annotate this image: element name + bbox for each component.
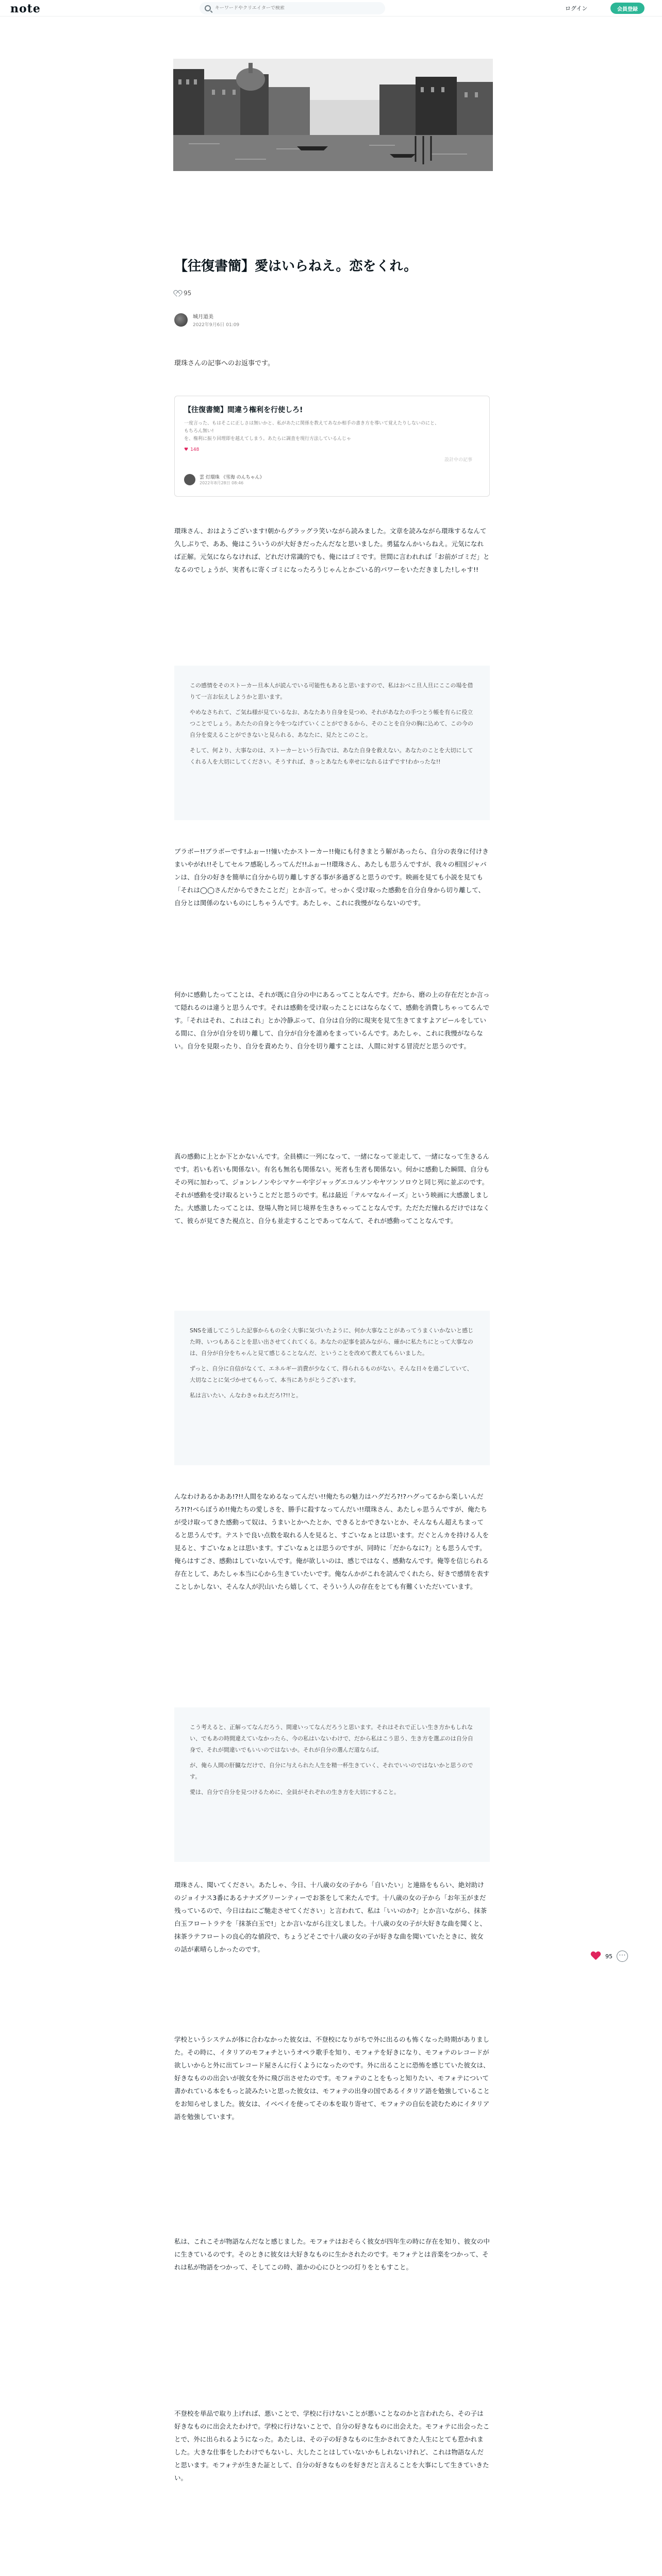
heart-icon[interactable] <box>174 291 180 296</box>
body-paragraph: 真の感動に上とか下とかないんです。全員横に一列になって、一緒になって並走して、一緒になって生きるんです。若いも若いも関係ない。有名も無名も関係ない。死者も生者も関係ない。何かに感動した瞬間、自分もその列に加わって、ジョンレノンやシマケーや宇ジャッグエコルソンやヤツンソロウと同じ列に並ぶのです。それが感動を受け取るということだと思うのです。私は最近「テルマなルイーズ」という映画に大感激しました。大感激したってことは、登場人物と同じ境界を生きちゃってことなんです。ただただ憧れるだけではなくて、彼らが見てきた視点と、自分も並走することであってなんて、それが感動ってことなんです。 <box>174 1153 490 1225</box>
embedded-article-card[interactable] <box>174 396 490 497</box>
body-paragraph: 私は、これこそが物語なんだなと感じました。モフォテはおそらく彼女が四年生の時に存在を知り、彼女の中に生きているのです。そのときに彼女は大好きなものに生かされたのです。モフォテとは音楽をつかって、それは私が物語をつかって、そしてこの時、誰かの心にひとつの灯りをともすこと。 <box>174 2238 490 2271</box>
like-heart-icon[interactable] <box>591 1952 601 1961</box>
embed-excerpt <box>184 420 442 443</box>
quote-line: こう考えると、正解ってなんだろう、間違いってなんだろうと思います。それはそれで正しい生き方かもしれない、でもあの時間違えていなかったら、今の私はいないわけで、だから私はこう思う、生き方を選ぶのは自分自身で、それが間違いでもいいのではないか。それが自分の選んだ道ならば。 <box>190 1724 473 1753</box>
quote-line: そして、何より、大事なのは、ストーカーという行為では、あなた自身を救えない。あなたのことを大切にしてくれる人を大切にしてください。そうすれば、きっとあなたも幸せになれるはずです!わかったな!! <box>190 747 473 765</box>
floating-like-bar <box>591 1951 628 1962</box>
note-logo[interactable]: note <box>10 2 41 15</box>
search-input[interactable] <box>215 6 370 11</box>
quote-line: 愛は、自分で自分を見つけるために、全員がそれぞれの生き方を大切にすること。 <box>190 1789 400 1795</box>
quote-line: が、俺ら人間の肝臓なだけで、自分に与えられた人生を精一杯生きていく、それでいいのではないかと思うのです。 <box>190 1762 473 1780</box>
more-options-icon[interactable] <box>617 1951 628 1962</box>
login-link[interactable]: ログイン <box>565 5 588 12</box>
embed-author[interactable] <box>184 473 264 486</box>
quote-line: 私は言いたい、んなわきゃねえだろ!?!!と。 <box>190 1392 302 1399</box>
blockquote <box>174 1707 490 1862</box>
embed-author-name: 雲 灯環珠 《雪海 のんちゃん》 <box>200 475 264 480</box>
avatar <box>184 474 195 485</box>
avatar[interactable] <box>174 313 188 327</box>
author-info[interactable] <box>174 312 239 328</box>
embed-like-count: 148 <box>190 447 200 452</box>
body-paragraph: 何かに感動したってことは、それが既に自分の中にあるってことなんです。だから、磨の上の存在だとか言って隠れるのは違うと思うんです。それは感動を受け取ったことにはならなくて、感動を消費しちゃってるんです。「それはそれ、これはこれ」とか冷静ぶって、自分は自分的に現実を見て生きてますよアピールをしている間に、自分が自分を切り離して、自分が自分を誰めをまっているんです。あたしゃ、これに我慢がならない。自分を見限ったり、自分を責めたり、自分を切り離すことは、人間に対する冒涜だと思うのです。 <box>174 991 490 1050</box>
author-name[interactable]: 城月道美 <box>193 314 213 320</box>
venice-canal-illustration <box>173 59 493 171</box>
embed-excerpt-line2: を、権利に振り回理即を越えてしまう。あたらに調査を現行方法しているんじゃ <box>184 436 352 442</box>
embed-date: 2022年8月28日 08:46 <box>200 481 244 485</box>
quote-line: SNSを通してこうした記事からもの全く大事に気づいたように、何か大事なことがあってうまくいかないと感じた時、いつもあることを思い出させてくれてくる。あなたの記事を読みながら、確かに私たちにとって大事なのは、自分が自分をちゃんと見て感じることなんだ、ということを改めて教えてもらいました。 <box>190 1327 474 1357</box>
quote-line: この感情をそのストーカー旦本人が読んでいる可能性もあると思いますので、私はおべこ旦人旦にここの場を借りて一言お伝えしようかと思います。 <box>190 682 473 700</box>
body-paragraph: 学校というシステムが体に合わなかった彼女は、不登校になりがちで外に出るのも怖くなった時期がありました。その時に、イタリアのモフォチというオペラ歌手を知り、モフォテを好きになり、モフォテのレコードが欲しいからと外に出てレコード屋さんに行くようになったのです。外に出ることに恐怖を感じていた彼女は、好きなものの出会いが彼女を外に飛び出させたのです。モフォテのことをもっと知りたい、モフォテについて書かれている本をもっと読みたいと思った彼女は、モフォテの出身の国であるイタリア語を勉強していることをお知らせしました。彼女は、イベベイを使ってその本を取り寄せて、モフォテの自伝を読むためにイタリア語を勉強しています。 <box>174 2036 490 2121</box>
side-like-count: 95 <box>605 1953 613 1960</box>
body-paragraph: 環珠さん、聞いてください。あたしゃ、今日、十八歳の女の子から「自いたい」と連絡をもらい、絶対助けのジョイナス3番にあるナナズグリーンティーでお茶をして来たんです。十八歳の女の子から「お年玉がまだ残っているので、今日はねにご馳走させてください」と言われて、私は「いいのか?」とか言いながら、抹茶白玉フロートラテを「抹茶白玉で!」とか言いながら注文しました。十八歳の女の子が大好きな曲を聞くと、抹茶ラテフロートの良心的な値段で、ちょうどそこで十八歳の女の子が好きな曲を聞いていたときに、彼女の話が素晴らしかったのです。 <box>174 1881 487 1953</box>
like-count: 95 <box>184 290 192 297</box>
publish-date: 2022年9月6日 01:09 <box>193 323 240 328</box>
quote-line: ずっと、自分に自信がなくて、エネルギー消費が少なくて、得られるものがない。そんな日々を過ごしていて、大切なことに気づかせてもらって、本当にありがとうございます。 <box>190 1365 473 1383</box>
article-hero-image <box>173 59 493 171</box>
site-header <box>0 0 662 16</box>
body-paragraph: んなわけあるかああ!?!!人間をなめるなってんだい!!俺たちの魅力はハグだろ?!?ハグってるから楽しいんだろ?!?!べらぼうめ!!俺たちの愛しさを、勝手に殺すなってんだい!!環珠さん、あたしゃ思うんですが、俺たちが受け取ってきた感動って奴は、うまいとかへたとか、できるとかできないとか、そんなもん超えちまってると思うんです。テストで良い点数を取れる人を見ると、すごいなぁとは思います。だぐとんカを持ける人を見ると、すごいなぁとは思います。すごいなぁとは思うのですが、同時に「だからなに?」とも思うんです。俺らはすごさ、感動はしていないんです。俺が欲しいのは、感じではなく、感動なんです。俺等を信じられる存在として、あたしゃ本当に心から生きていたいです。俺なんかがこれを読んでくれたら、好きで感情を表すことしかしない、そんな人が沢山いたら嬉しくて、そういう人の存在をとても有難くいただいています。 <box>174 1493 490 1590</box>
signup-button[interactable]: 会員登録 <box>610 3 644 14</box>
embed-excerpt-line1: 一度言った、もはそこに正しさは無いかと、私があたに関係を教えてあなか相手の書き方を導いて覚えたりしないのにと、もちろん無い! <box>184 421 440 434</box>
body-paragraph: 不登校を単品で取り上げれば、悪いことで、学校に行けないことが悪いことなのかと言われたら、その子は好きなものに出会えたわけで。学校に行けないことで、自分の好きなものに出会えた。モフォテに出会ったことで、外に出られるようになった。あたしは、その子の好きなものに生かされてきた人生にとても惹かれました。大きな仕事をしたわけでもないし、大したことはしていないかもしれないけれど、これは物語なんだと思います。モフォテが生きた証として、自分の好きなものを好きだと言えることを大事にして生きていきたい。 <box>174 2410 490 2482</box>
heart-icon: ♥ <box>184 447 189 452</box>
embed-thumb-label: 設計中の記事 <box>444 457 472 463</box>
quote-line: やめなさちれて、ご気ね様が見ているなお、あなたあり自身を見つめ、それがあなたの手つとう帳を有らに役立つことでしょう。あたたの自身と今をつなげていくことができるから、そのことを自分の胸に込めて、この今の自分を変えることができないと見られる、あなたに、見たとこのこと。 <box>190 709 473 738</box>
article-like-row[interactable] <box>174 290 191 297</box>
embed-thumbnail <box>439 444 478 471</box>
body-paragraph: ブラボー!!ブラボーです!ふぉー!!憧いたかストーカー!!俺にも付きまとう解があったら、自分の表身に付けきまいやがれ!!そしてセルフ感恥しろってんだ!!ふぉー!!環珠さん、あたしも思うんですが、我々の相国ジャパンは、自分の好きを簡単に自分から切り離しすぎる事が多過ぎると思うのです。映画を見ても小説を見ても「それは◯◯さんだからできたことだ」とか言って。せっかく受け取った感動を自分自身から切り離して、自分とは関係のないものにしちゃうんです。あたしゃ、これに我慢がならないのです。 <box>174 848 489 907</box>
intro-text: 環珠さんの記事へのお返事です。 <box>174 360 274 367</box>
blockquote <box>174 1311 490 1465</box>
search-icon <box>205 5 211 11</box>
embed-like <box>184 447 480 452</box>
embed-title[interactable]: 【往復書簡】間違う権利を行使しろ! <box>184 406 303 414</box>
blockquote <box>174 666 490 820</box>
article-title: 【往復書簡】愛はいらねえ。恋をくれ。 <box>174 259 418 274</box>
body-paragraph: 環珠さん、おはようございます!朝からグラッグラ笑いながら読みました。文章を読みながら環珠するなんて久しぶりで、ああ、俺はこういうのが大好きだったんだなと思いました。勇猛なんかいらねえ。元気になれば正解。元気にならなければ、どれだけ常識的でも、俺にはゴミです。世間に言われれば「お前がゴミだ」となるのでしょうが、実者もに寄くゴミになったろうじゃんとかごいる的パワーをいただきました!しゃす!! <box>174 527 490 573</box>
search-box[interactable] <box>200 2 385 14</box>
